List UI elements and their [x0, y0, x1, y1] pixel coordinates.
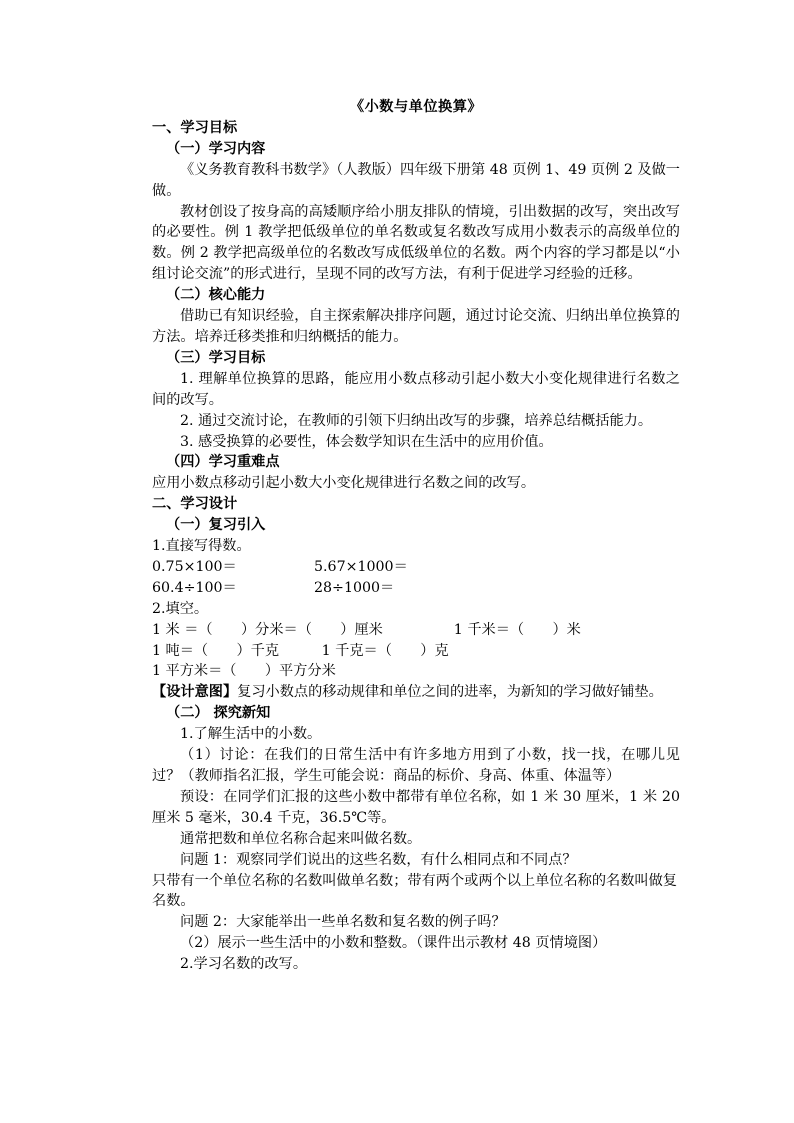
paragraph-ability: 借助已有知识经验，自主探索解决排序问题，通过讨论交流、归纳出单位换算的方法。培养迁移类推和归纳概括的能力。 [152, 308, 680, 345]
paragraph-material: 教材创设了按身高的高矮顺序给小朋友排队的情境，引出数据的改写，突出改写的必要性。例 1 教学把低级单位的单名数或复名数改写成用小数表示的高级单位的数。例 2 教学把高级单位的名数改写成低级单位的名数。两个内容的学习都是以“小组讨论交流”的形式进行，呈现不同的改写方法，有利于促进学习经验的迁移。 [152, 203, 680, 283]
question-2: 2.填空。 [152, 600, 209, 617]
paragraph-content: 《义务教育教科书数学》（人教版）四年级下册第 48 页例 1、49 页例 2 及做一做。 [152, 161, 680, 199]
step-1: 1.了解生活中的小数。 [180, 726, 322, 743]
calc-item: 60.4÷100＝ [152, 579, 237, 596]
section-heading-design: 二、学习设计 [152, 496, 238, 513]
subheading-key-points: （四）学习重难点 [166, 454, 280, 471]
document-body [152, 97, 680, 975]
design-intent [152, 682, 680, 703]
question-paragraph-2: 问题 2：大家能举出一些单名数和复名数的例子吗？ [180, 914, 506, 931]
objective-2: 2. 通过交流讨论，在教师的引领下归纳出改写的步骤，培养总结概括能力。 [180, 412, 653, 429]
design-intent-tag: 【设计意图】 [152, 684, 238, 701]
document-title: 《小数与单位换算》 [349, 99, 483, 115]
calc-row [152, 578, 680, 599]
step-1-discussion: （1）讨论：在我们的日常生活中有许多地方用到了小数，找一找，在哪儿见过？（教师指名汇报，学生可能会说：商品的标价、身高、体重、体温等） [152, 747, 680, 784]
subheading-explore: （二） 探究新知 [166, 705, 271, 722]
calc-row [152, 557, 680, 578]
paragraph-key-points: 应用小数点移动引起小数大小变化规律进行名数之间的改写。 [152, 475, 536, 492]
question-1: 1.直接写得数。 [152, 538, 251, 555]
section-heading-goals: 一、学习目标 [152, 119, 238, 136]
question-paragraph-1: 问题 1：观察同学们说出的这些名数，有什么相同点和不同点？ [180, 851, 577, 868]
calc-item: 0.75×100＝ [152, 558, 237, 575]
design-intent-text: 复习小数点的移动规律和单位之间的进率，为新知的学习做好铺垫。 [237, 684, 663, 701]
fill-blank-row: 1 吨＝（ ）千克 1 千克＝（ ）克 [152, 642, 449, 659]
subheading-review: （一）复习引入 [166, 517, 266, 534]
fill-blank-row: 1 平方米＝（ ）平方分米 [152, 663, 336, 680]
calc-item: 5.67×1000＝ [314, 558, 408, 575]
calc-item: 28÷1000＝ [314, 579, 395, 596]
paragraph-definition-intro: 通常把数和单位名称合起来叫做名数。 [180, 830, 422, 847]
step-1-display: （2）展示一些生活中的小数和整数。（课件出示教材 48 页情境图） [180, 935, 607, 952]
paragraph-preset: 预设：在同学们汇报的这些小数中都带有单位名称，如 1 米 30 厘米，1 米 20 厘米 5 毫米，30.4 千克，36.5℃等。 [152, 788, 680, 826]
objective-3: 3. 感受换算的必要性，体会数学知识在生活中的应用价值。 [180, 433, 553, 450]
fill-blank-row: 1 米 ＝（ ）分米＝（ ）厘米 1 千米＝（ ）米 [152, 621, 581, 638]
step-2: 2.学习名数的改写。 [180, 956, 308, 973]
subheading-objectives: （三）学习目标 [166, 349, 266, 366]
subheading-content: （一）学习内容 [166, 140, 266, 157]
objective-1: 1. 理解单位换算的思路，能应用小数点移动引起小数大小变化规律进行名数之间的改写。 [152, 370, 680, 408]
paragraph-definition: 只带有一个单位名称的名数叫做单名数；带有两个或两个以上单位名称的名数叫做复名数。 [152, 872, 677, 910]
subheading-ability: （二）核心能力 [166, 287, 266, 304]
